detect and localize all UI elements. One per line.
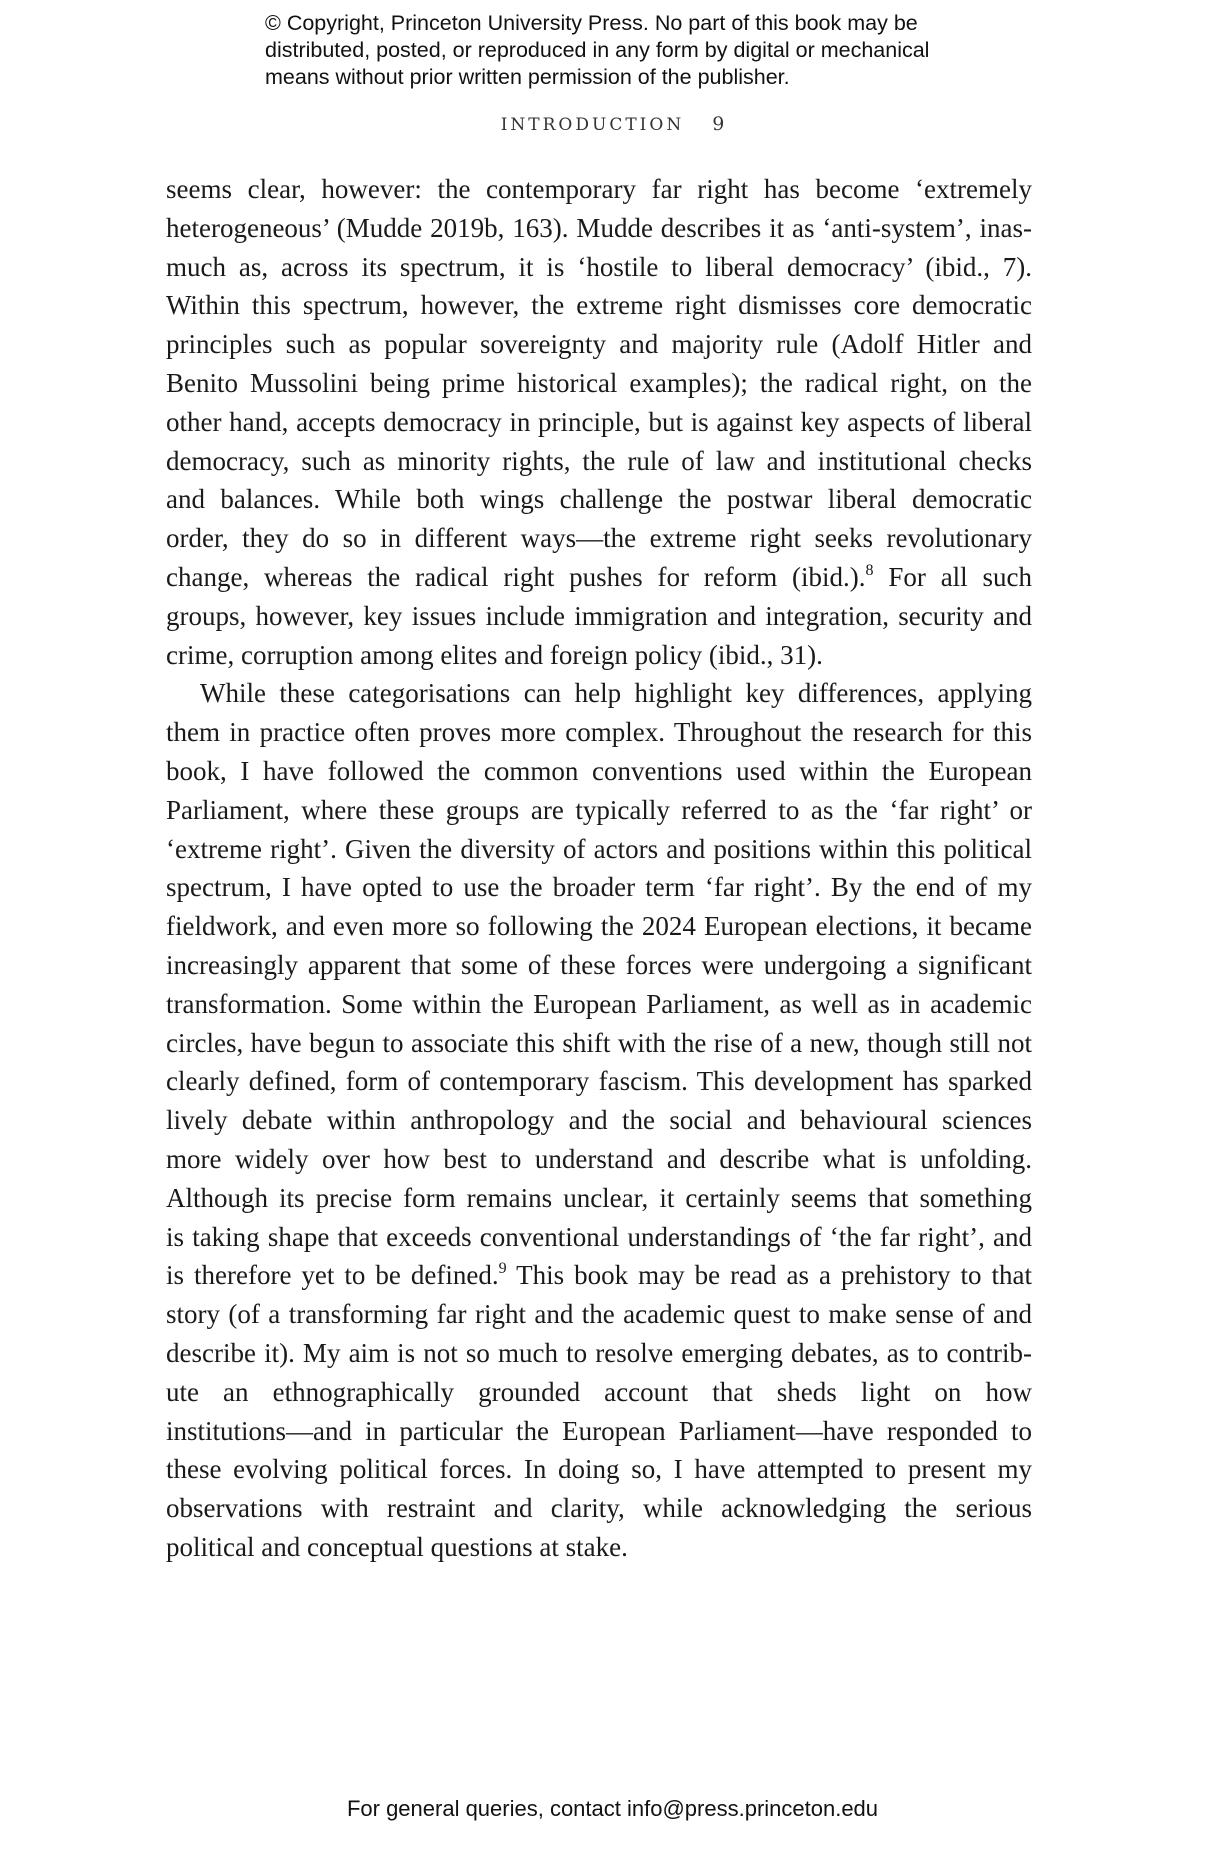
text-line: crime, corruption among elites and foreign policy (ibid., 31). (166, 639, 823, 670)
text-line: clearly defined, form of contemporary fascism. This development has sparked (166, 1066, 1032, 1097)
text-line: institutions—and in particular the European Parliament—have responded to (166, 1415, 1032, 1446)
text-line (166, 1256, 1032, 1295)
text-line: ute an ethnographically grounded account that sheds light on how (166, 1376, 1032, 1407)
text-line: is taking shape that exceeds conventional understandings of ‘the far right’, and (166, 1221, 1032, 1252)
body-text (166, 170, 1032, 1567)
text-line: transformation. Some within the European Parliament, as well as in academic (166, 988, 1032, 1019)
copyright-line: distributed, posted, or reproduced in any form by digital or mechanical (265, 38, 930, 62)
text-line: much as, across its spectrum, it is ‘hostile to liberal democracy’ (ibid., 7). (166, 251, 1032, 282)
text-line: political and conceptual questions at stake. (166, 1531, 628, 1562)
line-text: For all such (873, 561, 1032, 592)
text-line: more widely over how best to understand and describe what is unfolding. (166, 1143, 1032, 1174)
page-number: 9 (712, 113, 725, 135)
text-line: Benito Mussolini being prime historical examples); the radical right, on the (166, 367, 1032, 398)
text-line: circles, have begun to associate this shift with the rise of a new, though still not (166, 1027, 1032, 1058)
line-text: is therefore yet to be defined. (166, 1260, 499, 1291)
footnote-marker-9[interactable]: 9 (498, 1260, 507, 1278)
text-line: lively debate within anthropology and the social and behavioural sciences (166, 1105, 1032, 1136)
paragraph (166, 170, 1032, 674)
text-line: story (of a transforming far right and the academic quest to make sense of and (166, 1299, 1032, 1330)
text-line: other hand, accepts democracy in principle, but is against key aspects of liberal (166, 406, 1032, 437)
text-line: principles such as popular sovereignty and majority rule (Adolf Hitler and (166, 329, 1032, 360)
chapter-title: INTRODUCTION (500, 115, 685, 135)
text-line: book, I have followed the common conventions used within the European (166, 755, 1032, 786)
text-line: Parliament, where these groups are typically referred to as the ‘far right’ or (166, 794, 1032, 825)
text-line: heterogeneous’ (Mudde 2019b, 163). Mudde describes it as ‘anti-system’, inas- (166, 212, 1032, 243)
copyright-line: means without prior written permission of the publisher. (265, 65, 790, 89)
footnote-marker-8[interactable]: 8 (865, 561, 874, 579)
text-line: seems clear, however: the contemporary far right has become ‘extremely (166, 174, 1032, 204)
text-line: ‘extreme right’. Given the diversity of actors and positions within this political (166, 833, 1032, 864)
copyright-notice (265, 10, 1025, 91)
running-head (0, 113, 1225, 135)
text-line: and balances. While both wings challenge the postwar liberal democratic (166, 484, 1032, 515)
text-line: groups, however, key issues include immigration and integration, security and (166, 600, 1032, 631)
text-line: describe it). My aim is not so much to resolve emerging debates, as to contrib- (166, 1337, 1032, 1368)
text-line: observations with restraint and clarity, while acknowledging the serious (166, 1493, 1032, 1524)
text-line: democracy, such as minority rights, the rule of law and institutional checks (166, 445, 1032, 476)
text-line (166, 558, 1032, 597)
text-line: fieldwork, and even more so following the 2024 European elections, it became (166, 911, 1032, 942)
text-line: Although its precise form remains unclear, it certainly seems that something (166, 1182, 1032, 1213)
text-line: order, they do so in different ways—the extreme right seeks revolutionary (166, 523, 1032, 554)
text-line: them in practice often proves more complex. Throughout the research for this (166, 717, 1032, 748)
line-text: change, whereas the radical right pushes for reform (ibid.). (166, 561, 866, 592)
text-line: increasingly apparent that some of these forces were undergoing a significant (166, 949, 1032, 980)
paragraph (166, 674, 1032, 1566)
line-text: This book may be read as a prehistory to that (506, 1260, 1032, 1291)
text-line: While these categorisations can help highlight key differences, applying (200, 678, 1032, 709)
footer-contact: For general queries, contact info@press.princeton.edu (346, 1796, 879, 1821)
copyright-line: © Copyright, Princeton University Press. No part of this book may be (265, 11, 918, 35)
text-line: these evolving political forces. In doing so, I have attempted to present my (166, 1454, 1032, 1485)
text-line: spectrum, I have opted to use the broader term ‘far right’. By the end of my (166, 872, 1032, 903)
text-line: Within this spectrum, however, the extreme right dismisses core democratic (166, 290, 1032, 321)
